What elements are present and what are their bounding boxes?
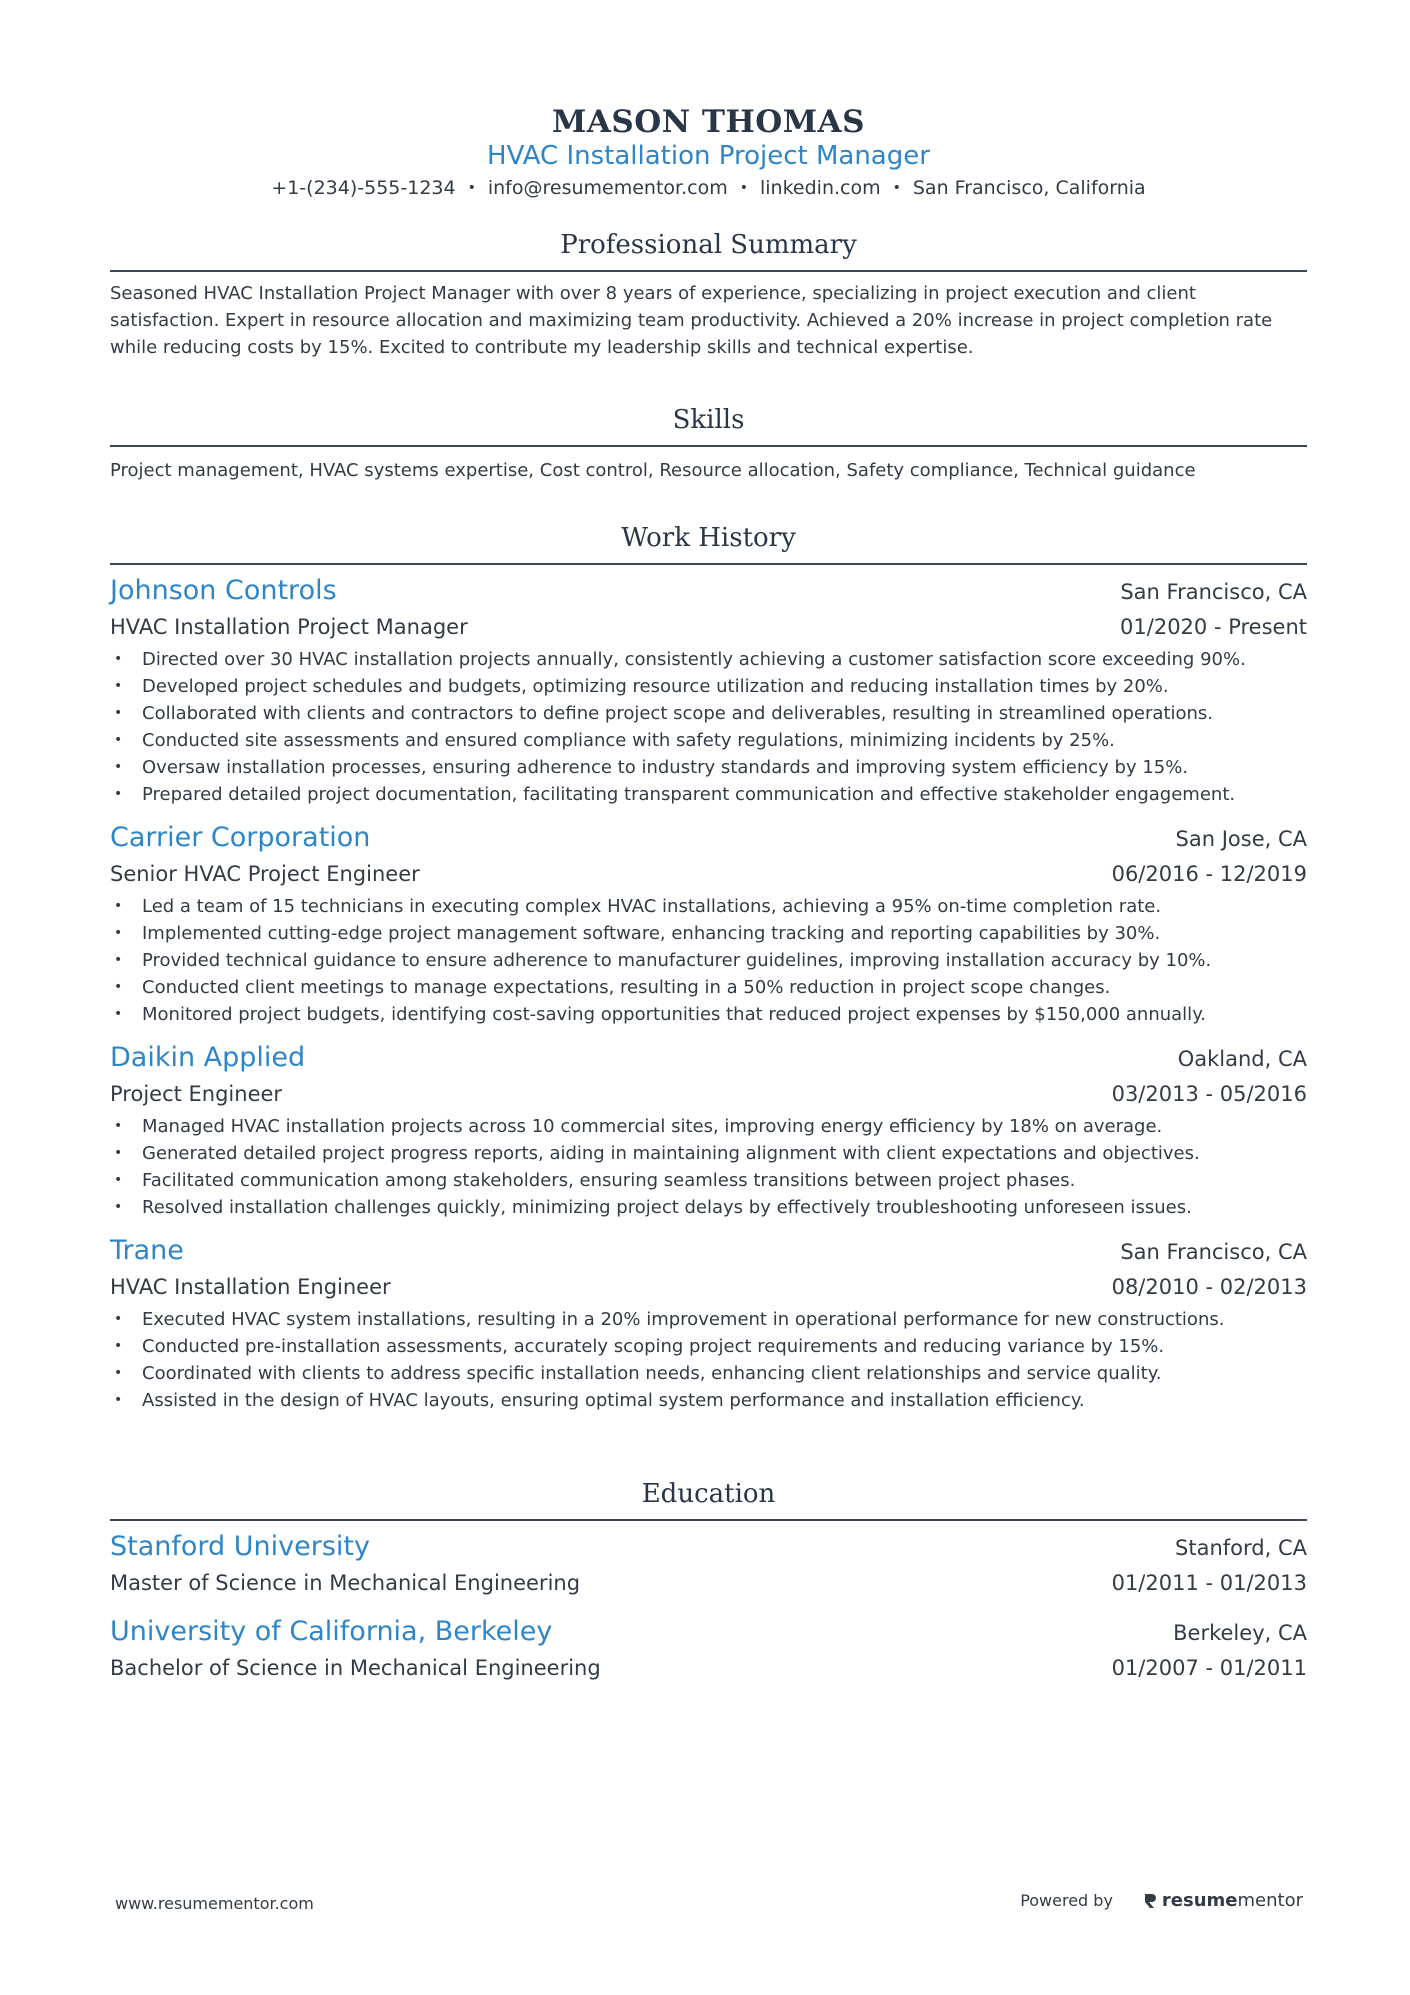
section-heading: Education (110, 1477, 1307, 1521)
resumementor-mark-icon (1143, 1892, 1157, 1910)
contact-linkedin[interactable]: linkedin.com (759, 177, 881, 199)
job-location: Oakland, CA (1177, 1047, 1307, 1071)
list-item: • Executed HVAC system installations, resulting in a 20% improvement in operational performance for new constructions. (114, 1309, 1225, 1330)
job-company: Trane (110, 1235, 184, 1266)
contact-separator: • (467, 180, 476, 196)
candidate-title: HVAC Installation Project Manager (487, 141, 930, 171)
job-role: HVAC Installation Project Manager (110, 615, 468, 639)
job-dates: 06/2016 - 12/2019 (1111, 862, 1307, 886)
education-dates: 01/2007 - 01/2011 (1111, 1656, 1307, 1680)
list-item: • Conducted pre-installation assessments, accurately scoping project requirements and reducing variance by 15%. (114, 1336, 1165, 1357)
job-role: Project Engineer (110, 1082, 283, 1106)
list-item: • Oversaw installation processes, ensuring adherence to industry standards and improving system efficiency by 15%. (114, 757, 1189, 778)
contact-line (110, 174, 1307, 202)
contact-phone: +1-(234)-555-1234 (271, 177, 456, 199)
job-entry (110, 1233, 1307, 1414)
contact-location: San Francisco, California (912, 177, 1146, 199)
degree: Bachelor of Science in Mechanical Engineering (110, 1656, 601, 1680)
job-company: Carrier Corporation (110, 822, 371, 853)
school-name: University of California, Berkeley (110, 1616, 553, 1647)
powered-by-label: Powered by (1020, 1891, 1113, 1910)
list-item: • Facilitated communication among stakeholders, ensuring seamless transitions between project phases. (114, 1170, 1076, 1191)
summary-section (110, 228, 1307, 361)
list-item: • Generated detailed project progress reports, aiding in maintaining alignment with client expectations and objectives. (114, 1143, 1200, 1164)
section-heading: Professional Summary (110, 228, 1307, 272)
list-item: • Resolved installation challenges quickly, minimizing project delays by effectively troubleshooting unforeseen issues. (114, 1197, 1192, 1218)
job-entry (110, 820, 1307, 1028)
list-item: • Led a team of 15 technicians in executing complex HVAC installations, achieving a 95% on-time completion rate. (114, 896, 1162, 917)
list-item: • Assisted in the design of HVAC layouts, ensuring optimal system performance and installation efficiency. (114, 1390, 1085, 1411)
list-item: • Monitored project budgets, identifying cost-saving opportunities that reduced project expenses by $150,000 annually. (114, 1004, 1206, 1025)
list-item: • Managed HVAC installation projects across 10 commercial sites, improving energy efficiency by 18% on average. (114, 1116, 1163, 1137)
footer-brand (1020, 1890, 1303, 1911)
job-bullets (110, 1113, 1307, 1221)
brand-word-bold: resume (1161, 1890, 1238, 1911)
brand-word-light: mentor (1237, 1890, 1303, 1911)
job-bullets (110, 1306, 1307, 1414)
education-entry (110, 1529, 1307, 1600)
resume-page (110, 0, 1307, 1680)
list-item: • Coordinated with clients to address specific installation needs, enhancing client relationships and service quality. (114, 1363, 1162, 1384)
list-item: • Directed over 30 HVAC installation projects annually, consistently achieving a customer satisfaction score exceeding 90%. (114, 649, 1246, 670)
skills-section (110, 403, 1307, 484)
job-dates: 01/2020 - Present (1120, 615, 1307, 639)
school-name: Stanford University (110, 1531, 370, 1562)
list-item: • Developed project schedules and budgets, optimizing resource utilization and reducing installation times by 20%. (114, 676, 1169, 697)
section-heading: Work History (110, 521, 1307, 565)
education-dates: 01/2011 - 01/2013 (1111, 1571, 1307, 1595)
list-item: • Conducted site assessments and ensured compliance with safety regulations, minimizing incidents by 25%. (114, 730, 1115, 751)
resume-header (110, 0, 1307, 202)
work-section (110, 521, 1307, 1414)
education-section (110, 1477, 1307, 1685)
job-bullets (110, 646, 1307, 808)
candidate-name: MASON THOMAS (551, 104, 865, 140)
job-bullets (110, 893, 1307, 1028)
job-role: Senior HVAC Project Engineer (110, 862, 420, 886)
resumementor-logo[interactable] (1143, 1890, 1303, 1911)
job-dates: 08/2010 - 02/2013 (1111, 1275, 1307, 1299)
job-entry (110, 573, 1307, 808)
job-company: Johnson Controls (110, 575, 337, 606)
list-item: • Implemented cutting-edge project management software, enhancing tracking and reporting capabilities by 30%. (114, 923, 1161, 944)
job-dates: 03/2013 - 05/2016 (1111, 1082, 1307, 1106)
skills-text: Project management, HVAC systems expertise, Cost control, Resource allocation, Safety compliance, Technical guidance (110, 460, 1196, 481)
section-heading: Skills (110, 403, 1307, 447)
school-location: Berkeley, CA (1173, 1621, 1307, 1645)
summary-text: Seasoned HVAC Installation Project Manager with over 8 years of experience, specializing in project execution and client satisfaction. Expert in resource allocation and maximizing team productivity. Achieved a 20% increase in project completion rate while reducing costs by 15%. Excited to contribute my leadership skills and technical expertise. (110, 283, 1273, 358)
job-location: San Francisco, CA (1120, 1240, 1307, 1264)
degree: Master of Science in Mechanical Engineering (110, 1571, 581, 1595)
job-location: San Francisco, CA (1120, 580, 1307, 604)
job-role: HVAC Installation Engineer (110, 1275, 391, 1299)
list-item: • Prepared detailed project documentation, facilitating transparent communication and effective stakeholder engagement. (114, 784, 1236, 805)
contact-separator: • (892, 180, 901, 196)
job-company: Daikin Applied (110, 1042, 306, 1073)
job-entry (110, 1040, 1307, 1221)
list-item: • Provided technical guidance to ensure adherence to manufacturer guidelines, improving installation accuracy by 10%. (114, 950, 1212, 971)
list-item: • Collaborated with clients and contractors to define project scope and deliverables, resulting in streamlined operations. (114, 703, 1214, 724)
list-item: • Conducted client meetings to manage expectations, resulting in a 50% reduction in project scope changes. (114, 977, 1111, 998)
education-entry (110, 1614, 1307, 1685)
footer-website[interactable]: www.resumementor.com (115, 1894, 314, 1913)
school-location: Stanford, CA (1175, 1536, 1307, 1560)
job-location: San Jose, CA (1175, 827, 1307, 851)
contact-email[interactable]: info@resumementor.com (487, 177, 728, 199)
contact-separator: • (739, 180, 748, 196)
